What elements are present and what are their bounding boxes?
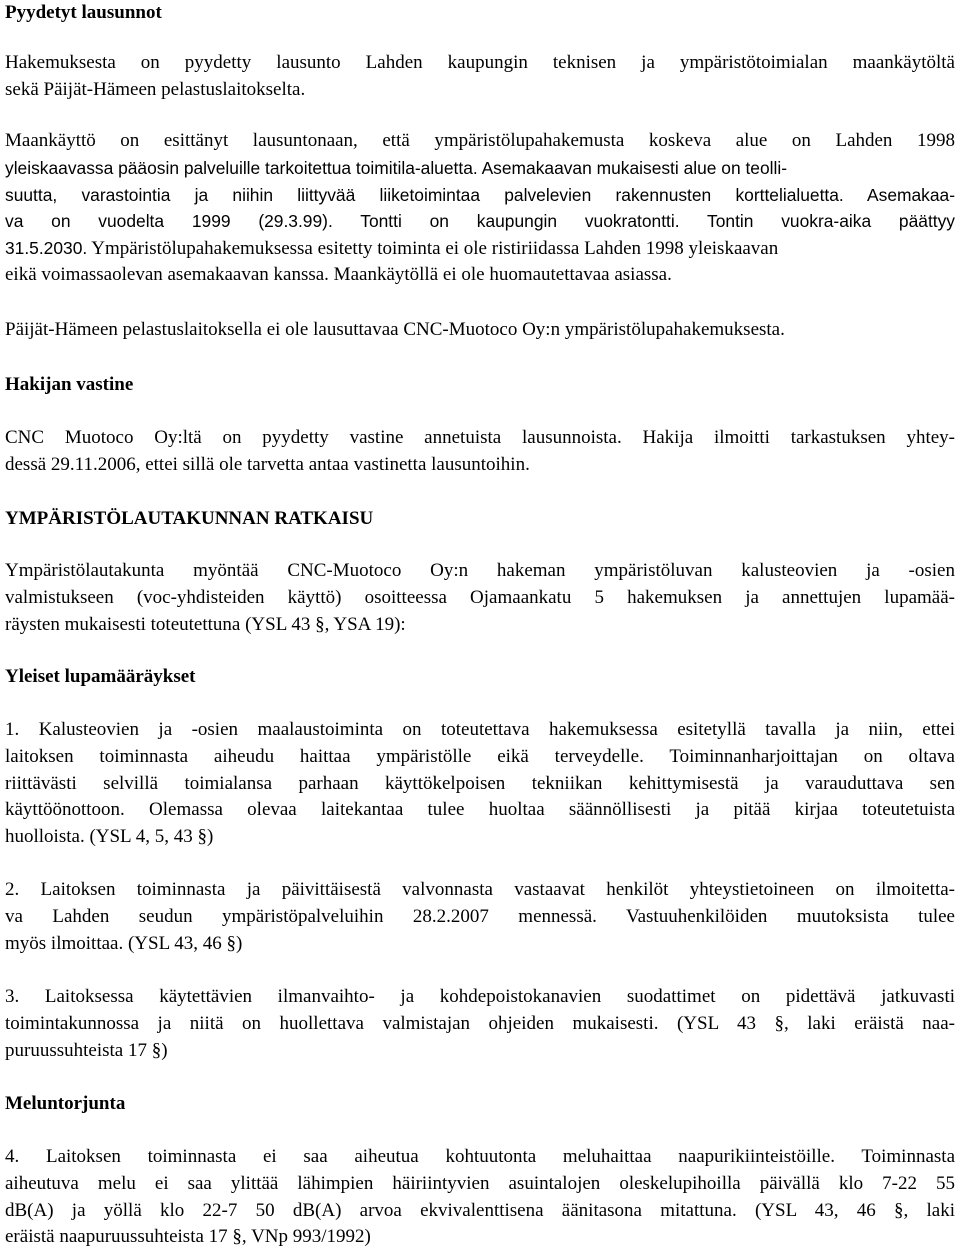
text-line: laitoksen toiminnasta aiheudu haittaa ympäristölle eikä terveydelle. Toiminnanharjoittajan on oltava	[5, 745, 955, 767]
text-line	[5, 155, 955, 182]
list-item-3	[5, 984, 955, 1064]
text-line: dessä 29.11.2006, ettei sillä ole tarvetta antaa vastinetta lausuntoihin.	[5, 453, 530, 475]
text-span: 31.5.2030.	[5, 238, 88, 259]
text-line	[5, 182, 955, 209]
text-line	[5, 235, 955, 262]
text-line: eräistä naapuruussuhteista 17 §, VNp 993/1992)	[5, 1226, 371, 1248]
text-line: räysten mukaisesti toteutettuna (YSL 43 §, YSA 19):	[5, 613, 406, 635]
list-item-4	[5, 1144, 955, 1251]
text-line: eikä voimassaolevan asemakaavan kanssa. Maankäytöllä ei ole huomautettavaa asiassa.	[5, 263, 672, 285]
text-span: Ympäristölupahakemuksessa esitetty toiminta ei ole ristiriidassa Lahden 1998 yleiskaavan	[87, 238, 779, 260]
text-line: Hakemuksesta on pyydetty lausunto Lahden kaupungin teknisen ja ympäristötoimialan maankäytöltä	[5, 52, 955, 73]
text-line: myös ilmoittaa. (YSL 43, 46 §)	[5, 932, 243, 954]
text-span: yleiskaavassa pääosin palveluille tarkoitettua toimitila-aluetta.	[5, 157, 478, 178]
text-line: käyttöönottoon. Olemassa olevaa laitekantaa tulee huoltaa säännöllisesti ja pitää kirjaa toteutetuista	[5, 799, 955, 821]
text-line: aiheutuva melu ei saa ylittää lähimpien häiriintyvien asuintalojen oleskelupihoilla päivällä klo 7-22 55	[5, 1172, 955, 1194]
list-item-2	[5, 877, 955, 957]
paragraph-vastine	[5, 425, 955, 479]
text-line: toimintakunnossa ja niitä on huollettava valmistajan ohjeiden mukaisesti. (YSL 43 §, laki eräistä naa-	[5, 1012, 955, 1034]
text-line: CNC Muotoco Oy:ltä on pyydetty vastine annetuista lausunnoista. Hakija ilmoitti tarkastuksen yhtey-	[5, 427, 955, 448]
text-line: 1. Kalusteovien ja -osien maalaustoiminta on toteutettava hakemuksessa esitetyllä tavalla ja niin, ettei	[5, 719, 955, 740]
text-line: dB(A) ja yöllä klo 22-7 50 dB(A) arvoa ekvivalenttisena äänitasona mitattuna. (YSL 43, 46 §, laki	[5, 1199, 955, 1221]
text-line: huolloista. (YSL 4, 5, 43 §)	[5, 826, 214, 848]
paragraph-lausunto-request	[5, 50, 955, 104]
text-line: sekä Päijät-Hämeen pelastuslaitokselta.	[5, 78, 306, 100]
paragraph-pelastuslaitos-statement	[5, 317, 955, 344]
text-line: 3. Laitoksessa käytettävien ilmanvaihto- ja kohdepoistokanavien suodattimet on pidettävä jatkuvasti	[5, 986, 955, 1007]
text-line: Maankäyttö on esittänyt lausuntonaan, että ympäristölupahakemusta koskeva alue on Lahden 1998	[5, 130, 955, 151]
text-line: valmistukseen (voc-yhdisteiden käyttö) osoitteessa Ojamaankatu 5 hakemuksen ja annettujen lupamää-	[5, 586, 955, 608]
text-line: 2. Laitoksen toiminnasta ja päivittäisestä valvonnasta vastaavat henkilöt yhteystietoineen on ilmoitetta-	[5, 879, 955, 900]
text-span: Asemakaavan mukaisesti alue on teolli-	[477, 157, 788, 178]
text-line: Päijät-Hämeen pelastuslaitoksella ei ole lausuttavaa CNC-Muotoco Oy:n ympäristölupahakemuksesta.	[5, 319, 785, 340]
list-item-1	[5, 717, 955, 851]
paragraph-ratkaisu	[5, 558, 955, 638]
text-span: va on vuodelta 1999 (29.3.99). Tontti on kaupungin vuokratontti. Tontin vuokra-aika päättyy	[5, 211, 955, 232]
paragraph-maankaytto-statement	[5, 128, 955, 289]
text-span: suutta, varastointia ja niihin liittyvää liiketoimintaa palvelevien rakennusten korttelialuetta. Asemakaa-	[5, 184, 955, 205]
text-line: 4. Laitoksen toiminnasta ei saa aiheutua kohtuutonta meluhaittaa naapurikiinteistöille. Toiminnasta	[5, 1146, 955, 1167]
text-line	[5, 208, 955, 235]
heading-ratkaisu: YMPÄRISTÖLAUTAKUNNAN RATKAISU	[5, 508, 374, 529]
heading-pyydetyt-lausunnot: Pyydetyt lausunnot	[5, 2, 162, 23]
heading-hakijan-vastine: Hakijan vastine	[5, 374, 134, 395]
text-line: riittävästi selvillä toimialansa parhaan käyttökelpoisen tekniikan kehittymisestä ja varauduttava sen	[5, 772, 955, 794]
heading-meluntorjunta: Meluntorjunta	[5, 1093, 126, 1114]
heading-yleiset-lupamaaraykset: Yleiset lupamääräykset	[5, 666, 196, 687]
text-line: va Lahden seudun ympäristöpalveluihin 28.2.2007 mennessä. Vastuuhenkilöiden muutoksista tulee	[5, 905, 955, 927]
text-line: puruussuhteista 17 §)	[5, 1039, 168, 1061]
text-line: Ympäristölautakunta myöntää CNC-Muotoco Oy:n hakeman ympäristöluvan kalusteovien ja -osien	[5, 560, 955, 581]
